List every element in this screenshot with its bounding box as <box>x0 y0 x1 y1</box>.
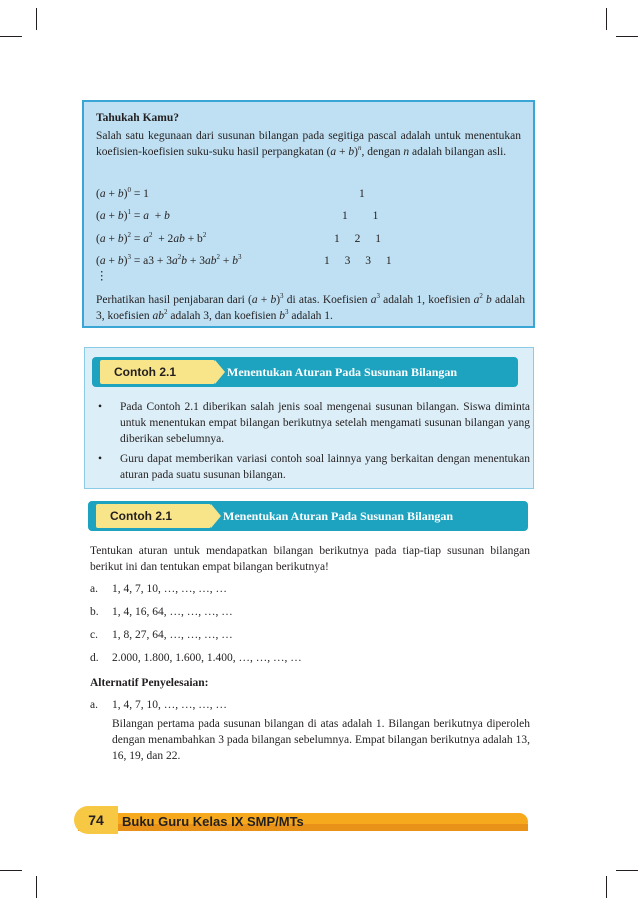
formula-2: $(a + b)^2 = a^2 + 2ab + b^2$ <box>96 231 207 245</box>
item-text: 1, 4, 7, 10, …, …, …, … <box>112 699 227 711</box>
crop-mark <box>0 870 22 871</box>
item-text: 1, 8, 27, 64, …, …, …, … <box>112 629 233 641</box>
bullet-dot: • <box>98 453 103 465</box>
vertical-dots: ⋮ <box>96 270 108 282</box>
example-title: Menentukan Aturan Pada Susunan Bilangan <box>223 509 454 523</box>
pascal-row-3: 1 3 3 1 <box>324 255 392 267</box>
solution-text: Bilangan pertama pada susunan bilangan di atas adalah 1. Bilangan berikutnya diperoleh dengan menambahkan 3 pada bilangan sebelumnya. Empat bilangan berikutnya adalah 13, 16, 19, dan 22. <box>112 718 530 762</box>
list-item <box>90 650 302 666</box>
item-text: 1, 4, 16, 64, …, …, …, … <box>112 606 233 618</box>
list-item <box>90 581 227 597</box>
bullet-dot: • <box>98 401 103 413</box>
crop-mark <box>606 8 607 30</box>
item-label: a. <box>90 583 98 595</box>
item-text: 2.000, 1.800, 1.600, 1.400, …, …, …, … <box>112 652 302 664</box>
bullet-text: Pada Contoh 2.1 diberikan salah jenis soal mengenai susunan bilangan. Siswa diminta untuk menentukan empat bilangan berikutnya setelah mengamati susunan bilangan yang diberikan sebelumnya. <box>120 401 530 445</box>
crop-mark <box>0 36 22 37</box>
solution-title: Alternatif Penyelesaian: <box>90 677 209 689</box>
page-number: 74 <box>74 806 118 834</box>
list-item <box>90 604 233 620</box>
question-text: Tentukan aturan untuk mendapatkan bilangan berikutnya pada tiap-tiap susunan bilangan berikut ini dan tentukan empat bilangan berikutnya! <box>90 545 530 573</box>
info-box <box>82 100 535 328</box>
crop-mark <box>36 8 37 30</box>
info-box-intro: Salah satu kegunaan dari susunan bilangan pada segitiga pascal adalah untuk menentukan koefisien-koefisien suku-suku hasil perpangkatan $(a + b)^n$, dengan n adalah bilangan asli. <box>96 130 521 158</box>
example-banner-1 <box>92 357 518 387</box>
example-tab: Contoh 2.1 <box>100 360 215 384</box>
pascal-row-1: 1 1 <box>342 210 379 222</box>
list-item <box>90 627 233 643</box>
crop-mark <box>616 870 638 871</box>
pascal-row-0: 1 <box>359 188 365 200</box>
formula-0: $(a + b)^0 = 1$ <box>96 186 149 200</box>
item-label: b. <box>90 606 99 618</box>
example-tab: Contoh 2.1 <box>96 504 211 528</box>
pascal-row-2: 1 2 1 <box>334 233 381 245</box>
crop-mark <box>616 36 638 37</box>
item-label: d. <box>90 652 99 664</box>
bullet-text: Guru dapat memberikan variasi contoh soal lainnya yang berkaitan dengan menentukan aturan pada suatu susunan bilangan. <box>120 453 530 481</box>
formula-1: $(a + b)^1 = a + b$ <box>96 208 170 222</box>
item-text: 1, 4, 7, 10, …, …, …, … <box>112 583 227 595</box>
info-box-title: Tahukah Kamu? <box>96 112 179 124</box>
crop-mark <box>36 876 37 898</box>
item-label: c. <box>90 629 98 641</box>
book-title: Buku Guru Kelas IX SMP/MTs <box>122 814 304 829</box>
example-title: Menentukan Aturan Pada Susunan Bilangan <box>227 365 458 379</box>
example-banner-2 <box>88 501 528 531</box>
item-label: a. <box>90 699 98 711</box>
info-box-closing: Perhatikan hasil penjabaran dari $(a + b)^3$ di atas. Koefisien $a^3$ adalah 1, koefisien $a^2$ b adalah 3, koefisien $ab^2$ adalah 3, dan koefisien $b^3$ adalah 1. <box>96 292 525 322</box>
crop-mark <box>606 876 607 898</box>
formula-3: $(a + b)^3 = a3 + 3a^2b + 3ab^2 + b^3$ <box>96 253 242 267</box>
solution-item <box>90 697 227 713</box>
